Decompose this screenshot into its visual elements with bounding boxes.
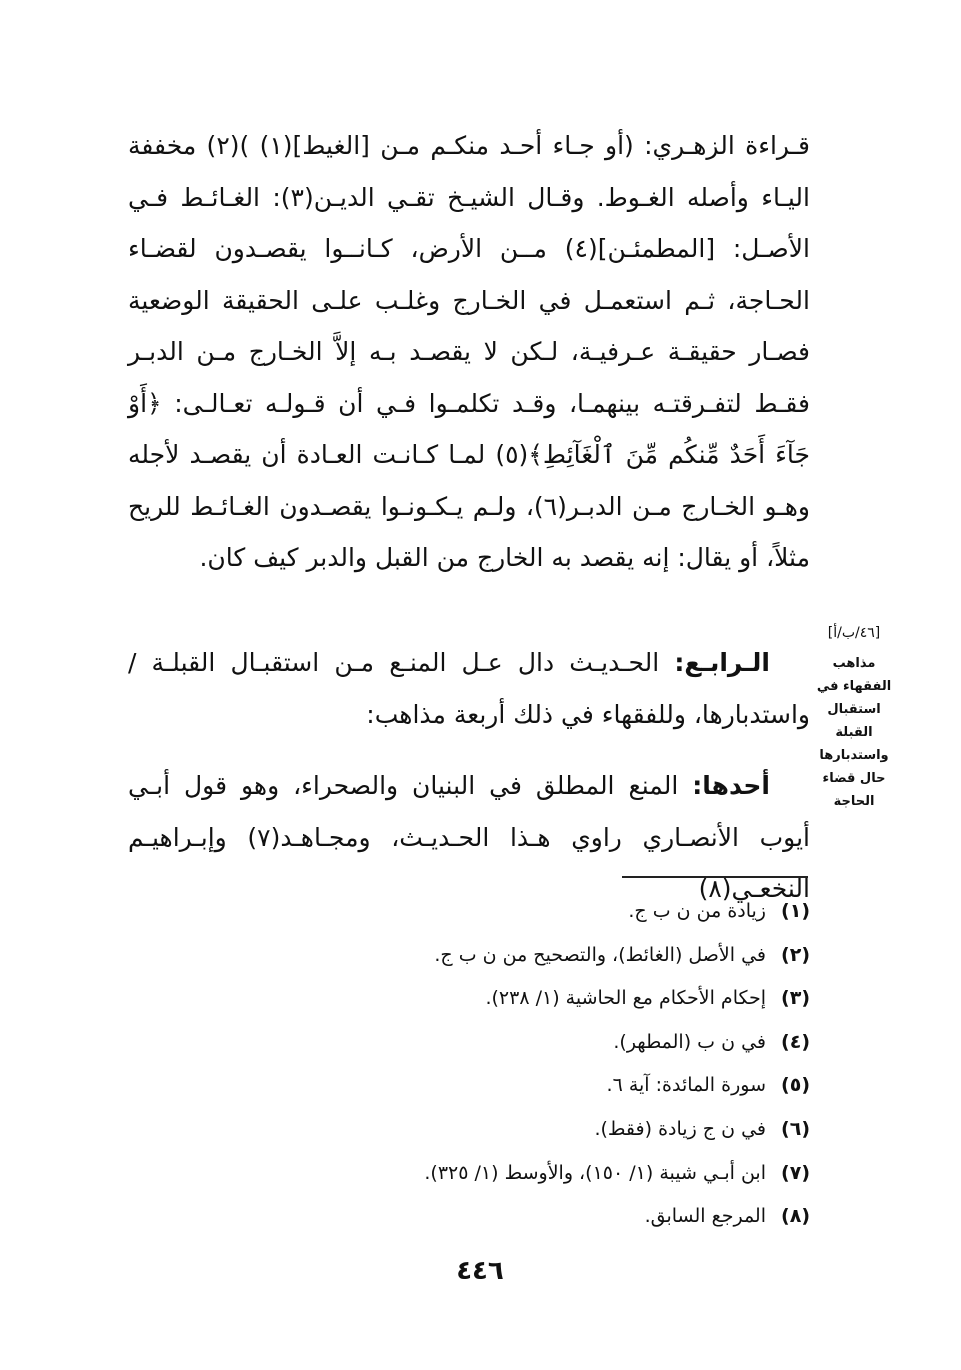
footnote-item <box>128 1195 810 1239</box>
body-paragraph-2 <box>128 637 810 740</box>
paragraph-line <box>128 637 810 740</box>
paragraph-text: الحـديـث دال عـل المنـع مـن استقبـال القبلـة / واستدبارها، وللفقهاء في ذلك أربعة مذاهب: <box>128 648 810 729</box>
margin-folio-reference <box>808 622 900 645</box>
footnote-item <box>128 890 810 934</box>
footnote-number: (٨) <box>781 1205 810 1228</box>
footnote-number: (٤) <box>781 1030 810 1053</box>
footnotes-list <box>128 890 810 1239</box>
footnote-text: في ن ج زيادة (فقط). <box>594 1117 766 1140</box>
footnote-text: المرجع السابق. <box>644 1205 766 1228</box>
paragraph-lead-word: الـرابـع: <box>674 648 770 677</box>
footnote-item <box>128 1152 810 1196</box>
footnote-text: في الأصل (الغائط)، والتصحيح من ن ب ج. <box>434 943 766 966</box>
footnote-item <box>128 977 810 1021</box>
footnote-divider <box>622 876 808 878</box>
footnote-text: زيادة من ن ب ج. <box>628 900 766 922</box>
footnote-number: (٥) <box>781 1074 810 1097</box>
footnote-number: (١) <box>781 900 810 922</box>
paragraph-lead-word: أحدها: <box>692 771 770 800</box>
footnote-text: إحكام الأحكام مع الحاشية (١/ ٢٣٨). <box>485 987 766 1010</box>
margin-gloss <box>808 652 900 813</box>
footnote-text: ابن أبـي شيبة (١/ ١٥٠)، والأوسط (١/ ٣٢٥). <box>424 1161 766 1184</box>
paragraph-text: المنع المطلق في البنيان والصحراء، وهو قول أبـي أيوب الأنصـاري راوي هـذا الحـديـث، ومجـاهـد(٧) وإبـراهيـم النخعـي(٨) <box>128 771 810 903</box>
body-paragraph-1 <box>128 120 810 584</box>
paragraph-text: قـراءة الزهـري: (أو جـاء أحـد منكـم مـن [الغيط](١) )(٢) مخففة اليـاء وأصله الغـوط. وقـال الشيـخ تقـي الديـن(٣): الغـائـط فـي الأصـل: [المطمئـن](٤) مــن الأرض، كـانــوا يقصـدون لقضـاء الحـاجة، ثـم استعمـل في الخـارج وغلـب علـى الحقيقة الوضعية فصـار حقيقـة عـرفيـة، لـكن لا يقصـد بـه إلاَّ الخـارج مـن الدبـر فقـط لتفـرقتـه بينهمـا، وقـد تكلمـوا فـي أن قـولـه تعـالـى: ﴿أَوْ جَآءَ أَحَدٌ مِّنكُم مِّنَ ٱلْغَآئِطِ﴾(٥) لمـا كـانـت العـادة أن يقصـد لأجله وهـو الخـارج مـن الدبـر(٦)، ولـم يـكـونـوا يقصـدون الغـائـط للريح مثلاً، أو يقال: إنه يقصد به الخارج من القبل والدبر كيف كان. <box>128 131 811 572</box>
footnote-item <box>128 934 810 978</box>
footnote-number: (٧) <box>781 1161 810 1184</box>
footnote-item <box>128 1064 810 1108</box>
footnote-number: (٢) <box>781 943 810 966</box>
folio-ref-text: [٤٦/ب/أ] <box>827 625 881 641</box>
footnote-text: سورة المائدة: آية ٦. <box>606 1074 766 1097</box>
footnote-text: في ن ب (المطهر). <box>613 1030 766 1053</box>
footnote-item <box>128 1108 810 1152</box>
footnote-item <box>128 1021 810 1065</box>
footnote-number: (٦) <box>781 1117 810 1140</box>
margin-gloss-text: مذاهب الفقهاء في استقبال القبلة واستدبارها حال قضاء الحاجة <box>816 656 892 809</box>
page-number: ٤٤٦ <box>456 1256 504 1286</box>
footnote-number: (٣) <box>781 987 810 1010</box>
